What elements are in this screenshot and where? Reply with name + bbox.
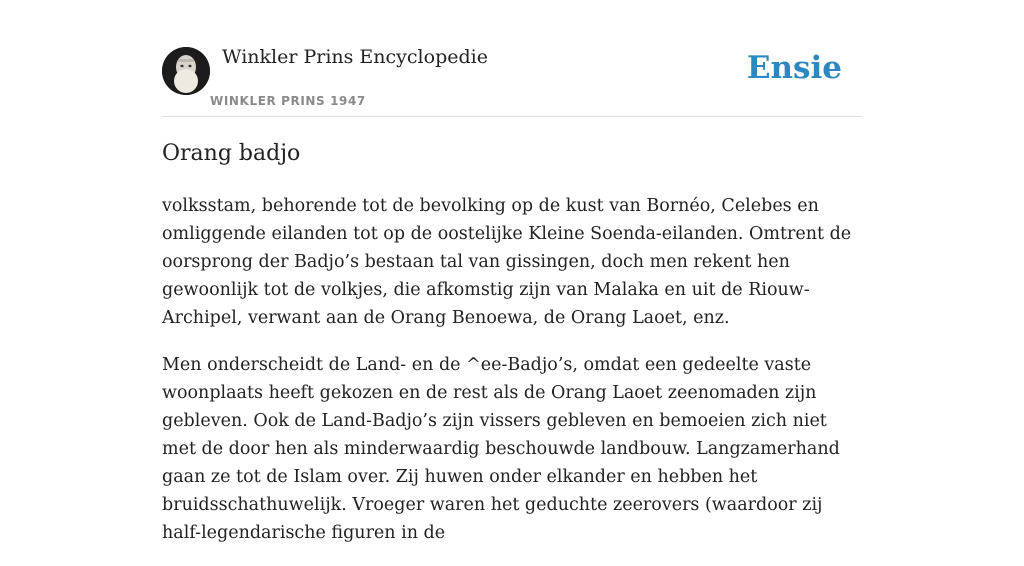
article-body <box>162 192 862 566</box>
page <box>162 0 862 543</box>
portrait-icon <box>162 47 210 95</box>
source-subtitle[interactable]: WINKLER PRINS 1947 <box>210 94 366 108</box>
brand-logo[interactable]: Ensie <box>746 50 842 86</box>
article-title: Orang badjo <box>162 141 301 166</box>
article-paragraph: Men onderscheidt de Land- en de ^ee-Badjo’s, omdat een gedeelte vaste woonplaats heeft gekozen en de rest als de Orang Laoet zeenomaden zijn gebleven. Ook de Land-Badjo’s zijn vissers gebleven en bemoeien zich niet met de door hen als minderwaardig beschouwde landbouw. Langzamerhand gaan ze tot de Islam over. Zij huwen onder elkander en hebben het bruidsschathuwelijk. Vroeger waren het geduchte zeerovers (waardoor zij half-legendarische figuren in de <box>162 355 840 543</box>
article-paragraph: volksstam, behorende tot de bevolking op de kust van Bornéo, Celebes en omliggende eilanden tot op de oostelijke Kleine Soenda-eilanden. Omtrent de oorsprong der Badjo’s bestaan tal van gissingen, doch men rekent hen gewoonlijk tot de volkjes, die afkomstig zijn van Malaka en uit de Riouw-Archipel, verwant aan de Orang Benoewa, de Orang Laoet, enz. <box>162 196 852 328</box>
site-title[interactable]: Winkler Prins Encyclopedie <box>222 46 488 68</box>
site-header <box>162 0 862 117</box>
author-avatar[interactable] <box>162 47 210 95</box>
